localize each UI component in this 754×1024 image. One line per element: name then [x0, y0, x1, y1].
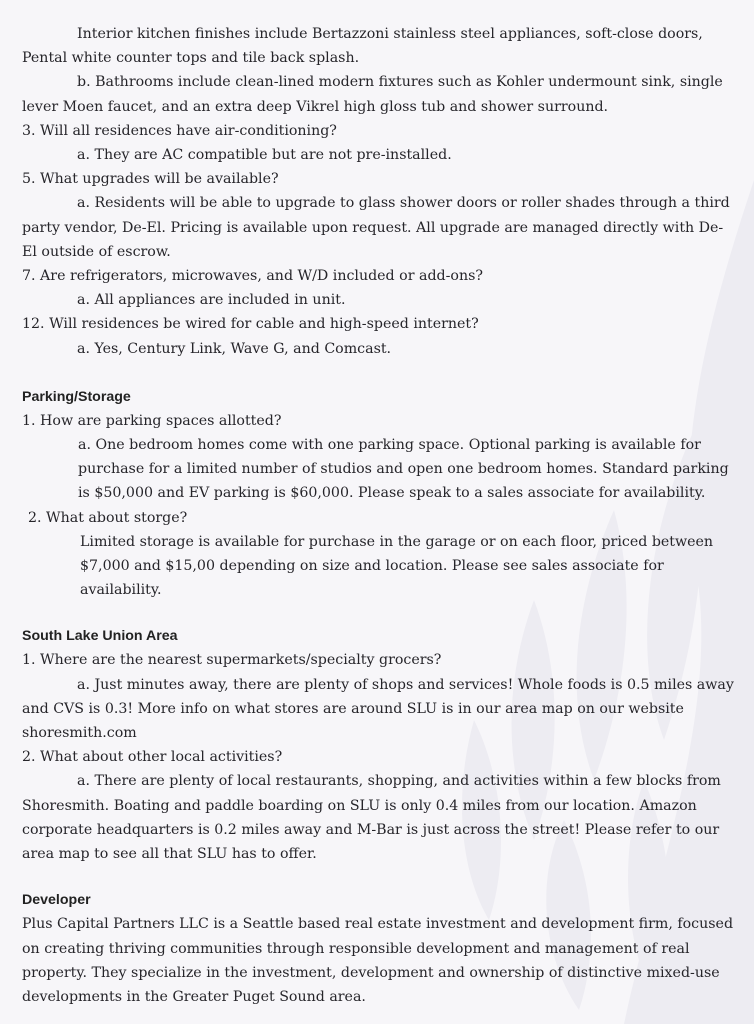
- bathrooms-text: b. Bathrooms include clean-lined modern fixtures such as Kohler undermount sink, single lever Moen faucet, and an extra deep Vikrel high gloss tub and shower surround.: [22, 74, 723, 115]
- slu-question: 1. Where are the nearest supermarkets/specialty grocers?: [22, 652, 442, 669]
- developer-text: Plus Capital Partners LLC is a Seattle based real estate investment and development firm, focused on creating thriving communities through responsible development and management of real property. They specialize in the investment, development and ownership of distinctive mixed-use developments in the Greater Puget Sound area.: [22, 916, 734, 1005]
- kitchen-finishes-text: Interior kitchen finishes include Bertazzoni stainless steel appliances, soft-close doors, Pental white counter tops and tile back splash.: [22, 26, 703, 67]
- faq-question: 3. Will all residences have air-conditioning?: [22, 122, 337, 139]
- storage-question: 2. What about storge?: [28, 509, 188, 526]
- faq-answer: a. They are AC compatible but are not pre-installed.: [77, 147, 452, 164]
- faq-answer: a. Yes, Century Link, Wave G, and Comcast.: [77, 340, 392, 357]
- parking-answer: a. One bedroom homes come with one parking space. Optional parking is available for purchase for a limited number of studios and open one bedroom homes. Standard parking is $50,000 and EV parking is $60,000. Please speak to a sales associate for availability.: [78, 437, 729, 502]
- section-heading-developer: Developer: [22, 892, 91, 909]
- storage-answer: Limited storage is available for purchase in the garage or on each floor, priced between $7,000 and $15,00 depending on size and location. Please see sales associate for availability.: [80, 533, 714, 599]
- section-heading-slu: South Lake Union Area: [22, 628, 178, 645]
- faq-answer: a. Residents will be able to upgrade to glass shower doors or roller shades through a third party vendor, De-El. Pricing is available upon request. All upgrade are managed directly with De-El outside of escrow.: [22, 195, 730, 260]
- faq-question: 7. Are refrigerators, microwaves, and W/D included or add-ons?: [22, 268, 483, 285]
- section-heading-parking: Parking/Storage: [22, 388, 131, 405]
- slu-answer: a. There are plenty of local restaurants, shopping, and activities within a few blocks from Shoresmith. Boating and paddle boarding on SLU is only 0.4 miles from our location. Amazon corporate headquarters is 0.2 miles away and M-Bar is just across the street! Please refer to our area map to see all that SLU has to offer.: [22, 773, 721, 863]
- faq-question: 5. What upgrades will be available?: [22, 171, 279, 188]
- faq-question: 12. Will residences be wired for cable and high-speed internet?: [22, 316, 479, 333]
- parking-question: 1. How are parking spaces allotted?: [22, 412, 282, 429]
- faq-answer: a. All appliances are included in unit.: [77, 292, 346, 309]
- slu-question: 2. What about other local activities?: [22, 749, 283, 766]
- document-body: [22, 22, 734, 1009]
- slu-answer: a. Just minutes away, there are plenty of shops and services! Whole foods is 0.5 miles away and CVS is 0.3! More info on what stores are around SLU is in our area map on our website shoresmith.com: [22, 676, 734, 742]
